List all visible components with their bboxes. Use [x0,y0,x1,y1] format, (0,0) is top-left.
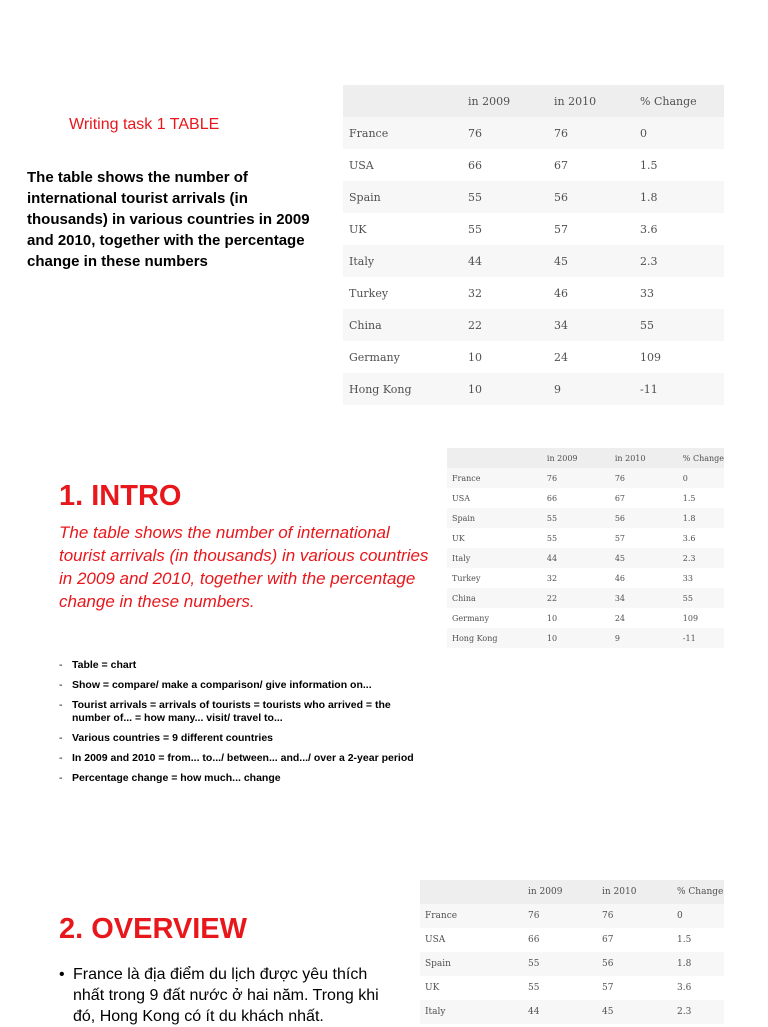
value-cell: 56 [602,952,677,976]
value-cell: 55 [468,181,554,213]
note-text: Tourist arrivals = arrivals of tourists = tourists who arrived = the number of... = how many... visit/ travel to... [72,699,391,724]
country-cell: USA [447,488,547,508]
table-row [343,117,724,149]
value-cell: 9 [615,628,683,648]
table-row [343,213,724,245]
value-cell: 1.5 [677,928,724,952]
value-cell: 10 [468,373,554,405]
note-text: Various countries = 9 different countries [72,732,274,744]
value-cell: 22 [468,309,554,341]
value-cell: 67 [602,928,677,952]
table-row [343,245,724,277]
tourist-arrivals-table-large [343,85,724,405]
country-cell: Germany [447,608,547,628]
value-cell: 32 [547,568,615,588]
table-row [447,488,724,508]
value-cell: 57 [554,213,640,245]
value-cell: 45 [602,1000,677,1024]
table-header-row [447,448,724,468]
value-cell: 24 [615,608,683,628]
value-cell: 3.6 [640,213,724,245]
value-cell: 55 [528,976,602,1000]
note-item [59,679,419,692]
value-cell: 66 [547,488,615,508]
value-cell: 76 [528,904,602,928]
table-header-cell [447,448,547,468]
value-cell: 9 [554,373,640,405]
value-cell: 0 [683,468,724,488]
country-cell: Italy [420,1000,528,1024]
country-cell: Italy [343,245,468,277]
value-cell: 55 [468,213,554,245]
overview-heading: 2. OVERVIEW [59,913,248,945]
value-cell: 55 [528,952,602,976]
table-header-cell [420,880,528,904]
table-header-row [420,880,724,904]
vocabulary-notes-list [59,659,419,792]
value-cell: 0 [677,904,724,928]
table-header-cell: in 2010 [554,85,640,117]
table-row [420,1000,724,1024]
bullet-icon: • [59,966,65,983]
value-cell: 2.3 [677,1000,724,1024]
dash-bullet: - [59,679,63,691]
country-cell: Hong Kong [343,373,468,405]
value-cell: 1.8 [640,181,724,213]
value-cell: 109 [683,608,724,628]
value-cell: 55 [547,508,615,528]
value-cell: 67 [554,149,640,181]
value-cell: 57 [602,976,677,1000]
country-cell: UK [420,976,528,1000]
country-cell: Turkey [343,277,468,309]
table-row [447,628,724,648]
table-header-cell: in 2009 [468,85,554,117]
country-cell: China [343,309,468,341]
overview-point-text: France là địa điểm du lịch được yêu thích nhất trong 9 đất nước ở hai năm. Trong khi đó, Hong Kong có ít du khách nhất. [73,966,379,1025]
value-cell: 56 [615,508,683,528]
table-header-cell: % Change [677,880,724,904]
value-cell: 2.3 [640,245,724,277]
value-cell: 109 [640,341,724,373]
dash-bullet: - [59,659,63,671]
country-cell: USA [420,928,528,952]
table-row [343,373,724,405]
country-cell: USA [343,149,468,181]
table-header-cell [343,85,468,117]
table-header-cell: in 2009 [547,448,615,468]
table-row [447,528,724,548]
country-cell: Turkey [447,568,547,588]
dash-bullet: - [59,732,63,744]
note-item [59,659,419,672]
table-row [343,309,724,341]
value-cell: 55 [640,309,724,341]
value-cell: 45 [554,245,640,277]
country-cell: Hong Kong [447,628,547,648]
value-cell: -11 [683,628,724,648]
value-cell: 66 [528,928,602,952]
section-title: Writing task 1 TABLE [69,116,220,133]
value-cell: 67 [615,488,683,508]
value-cell: 10 [547,628,615,648]
table-row [420,976,724,1000]
country-cell: Spain [447,508,547,528]
dash-bullet: - [59,699,63,711]
note-text: Table = chart [72,659,137,671]
value-cell: 55 [547,528,615,548]
table-header-cell: in 2009 [528,880,602,904]
value-cell: 34 [615,588,683,608]
table-row [420,952,724,976]
country-cell: France [420,904,528,928]
note-item [59,772,419,785]
table-row [343,181,724,213]
value-cell: 76 [547,468,615,488]
country-cell: France [343,117,468,149]
table-row [447,468,724,488]
value-cell: 44 [528,1000,602,1024]
intro-paragraph: The table shows the number of international tourist arrivals (in thousands) in various countries in 2009 and 2010, together with the percentage change in these numbers. [59,523,429,611]
table-header-cell: % Change [683,448,724,468]
table-row [343,277,724,309]
value-cell: 46 [615,568,683,588]
table-row [420,904,724,928]
value-cell: 76 [602,904,677,928]
value-cell: -11 [640,373,724,405]
note-text: In 2009 and 2010 = from... to.../ between... and.../ over a 2-year period [72,752,414,764]
value-cell: 55 [683,588,724,608]
note-item [59,732,419,745]
table-row [343,149,724,181]
value-cell: 44 [468,245,554,277]
table-row [447,608,724,628]
note-text: Percentage change = how much... change [72,772,281,784]
value-cell: 33 [683,568,724,588]
table-header-row [343,85,724,117]
overview-list [59,964,399,1027]
note-text: Show = compare/ make a comparison/ give information on... [72,679,372,691]
value-cell: 1.8 [683,508,724,528]
table-header-cell: in 2010 [615,448,683,468]
country-cell: Spain [343,181,468,213]
value-cell: 1.5 [640,149,724,181]
tourist-arrivals-table-small [447,448,724,648]
table-header-cell: in 2010 [602,880,677,904]
value-cell: 44 [547,548,615,568]
overview-point [59,964,399,1027]
table-row [447,508,724,528]
value-cell: 45 [615,548,683,568]
value-cell: 76 [554,117,640,149]
table-row [447,588,724,608]
country-cell: France [447,468,547,488]
table-row [343,341,724,373]
value-cell: 56 [554,181,640,213]
note-item [59,752,419,765]
country-cell: Germany [343,341,468,373]
value-cell: 34 [554,309,640,341]
value-cell: 3.6 [677,976,724,1000]
dash-bullet: - [59,772,63,784]
country-cell: China [447,588,547,608]
tourist-arrivals-table-overview [420,880,724,1024]
value-cell: 46 [554,277,640,309]
value-cell: 57 [615,528,683,548]
value-cell: 24 [554,341,640,373]
value-cell: 33 [640,277,724,309]
value-cell: 22 [547,588,615,608]
value-cell: 3.6 [683,528,724,548]
value-cell: 10 [547,608,615,628]
value-cell: 10 [468,341,554,373]
country-cell: UK [343,213,468,245]
table-row [447,568,724,588]
table-header-cell: % Change [640,85,724,117]
value-cell: 1.5 [683,488,724,508]
value-cell: 0 [640,117,724,149]
intro-heading: 1. INTRO [59,480,182,512]
country-cell: Spain [420,952,528,976]
value-cell: 76 [615,468,683,488]
table-row [420,928,724,952]
dash-bullet: - [59,752,63,764]
task-description: The table shows the number of international tourist arrivals (in thousands) in various countries in 2009 and 2010, together with the percentage change in these numbers [27,169,310,270]
country-cell: UK [447,528,547,548]
value-cell: 1.8 [677,952,724,976]
country-cell: Italy [447,548,547,568]
table-row [447,548,724,568]
value-cell: 2.3 [683,548,724,568]
note-item [59,699,419,725]
value-cell: 66 [468,149,554,181]
value-cell: 32 [468,277,554,309]
value-cell: 76 [468,117,554,149]
